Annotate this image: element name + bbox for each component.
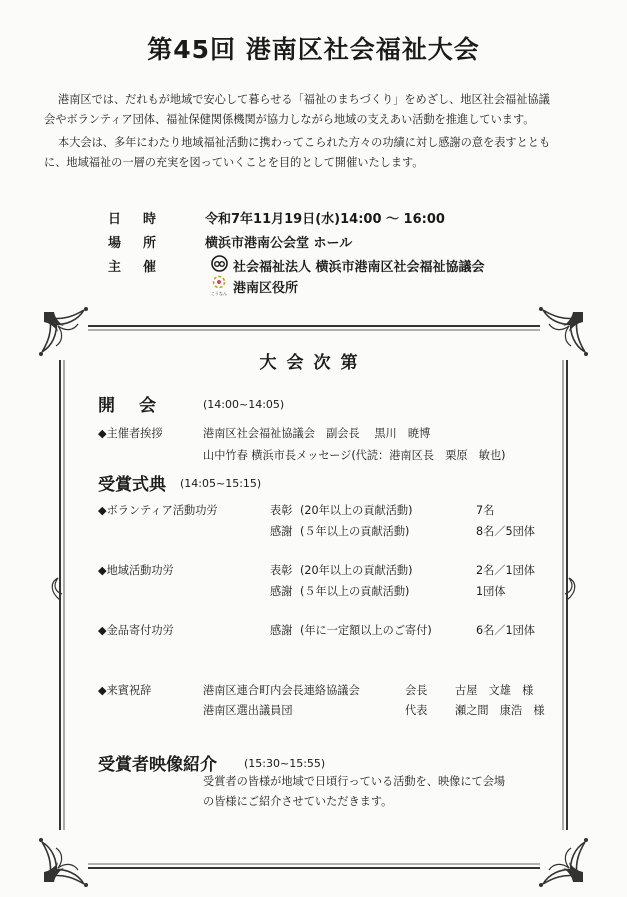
- intro-line-3: 本大会は、多年にわたり地域福祉活動に携わってこられた方々の功績に対し感謝の意を表すととも: [58, 136, 551, 149]
- intro-line-2: 会やボランティア団体、福祉保健関係機関が協力しながら地域の支えあい活動を推進しています。: [44, 113, 535, 126]
- intro-line-1: 港南区では、だれもが地域で安心して暮らせる「福祉のまちづくり」をめざし、地区社会福祉協議: [58, 93, 550, 106]
- award-kind: 感謝: [270, 525, 293, 538]
- host-2: 港南区役所: [233, 281, 299, 296]
- date-label: 日時: [108, 212, 179, 227]
- award-group-label: ◆ボランティア活動功労: [98, 504, 218, 517]
- place-label: 場所: [108, 236, 179, 251]
- date-value: 令和7年11月19日(水)14:00 ～ 16:00: [205, 212, 445, 227]
- place-value: 横浜市港南公会堂 ホール: [205, 236, 353, 251]
- award-note: (５年以上の貢献活動): [300, 525, 410, 538]
- guest-role: 会長: [405, 684, 428, 697]
- opening-time: (14:00~14:05): [203, 398, 285, 411]
- opening-row-2: 山中竹春 横浜市長メッセージ(代読：港南区長 栗原 敏也): [203, 449, 506, 462]
- award-kind: 表彰: [270, 564, 293, 577]
- award-count: 2名／1団体: [476, 564, 535, 577]
- opening-heading: 開会: [98, 396, 180, 416]
- award-note: (年に一定額以上のご寄付): [300, 624, 432, 637]
- guest-org: 港南区連合町内会長連絡協議会: [203, 684, 360, 697]
- ward-office-logo-caption: こうなん: [211, 291, 227, 296]
- video-time: (15:30~15:55): [244, 757, 326, 770]
- award-count: 7名: [476, 504, 495, 517]
- video-desc-line-1: 受賞者の皆様が地域で日頃行っている活動を、映像にて会場: [203, 775, 506, 788]
- host-label: 主催: [108, 260, 179, 275]
- award-count: 8名／5団体: [476, 525, 535, 538]
- award-group-label: ◆金品寄付功労: [98, 624, 174, 637]
- host-1: 社会福祉法人 横浜市港南区社会福祉協議会: [233, 260, 485, 275]
- guest-org: 港南区選出議員団: [203, 704, 293, 717]
- video-heading: 受賞者映像紹介: [98, 755, 217, 775]
- award-kind: 感謝: [270, 624, 293, 637]
- guest-name: 古屋 文雄 様: [455, 684, 534, 697]
- award-group-label: ◆地域活動功労: [98, 564, 174, 577]
- guests-label: ◆来賓祝辞: [98, 684, 152, 697]
- award-count: 6名／1団体: [476, 624, 535, 637]
- video-desc-line-2: の皆様にご紹介させていただきます。: [203, 795, 393, 808]
- intro-line-4: に、地域福祉の一層の充実を図っていくことを目的として開催いたします。: [44, 156, 424, 169]
- award-kind: 感謝: [270, 585, 293, 598]
- award-note: (20年以上の貢献活動): [300, 564, 413, 577]
- awards-heading: 受賞式典: [98, 475, 166, 495]
- award-note: (５年以上の貢献活動): [300, 585, 410, 598]
- award-count: 1団体: [476, 585, 506, 598]
- opening-row-label: ◆主催者挨拶: [98, 427, 163, 440]
- opening-row-1: 港南区社会福祉協議会 副会長 黒川 暁博: [203, 427, 431, 440]
- award-kind: 表彰: [270, 504, 293, 517]
- award-note: (20年以上の貢献活動): [300, 504, 413, 517]
- awards-time: (14:05~15:15): [180, 477, 262, 490]
- guest-name: 瀬之間 康浩 様: [455, 704, 545, 717]
- program-title: 大会次第: [259, 353, 368, 373]
- page-title: 第45回 港南区社会福祉大会: [147, 35, 480, 64]
- guest-role: 代表: [405, 704, 428, 717]
